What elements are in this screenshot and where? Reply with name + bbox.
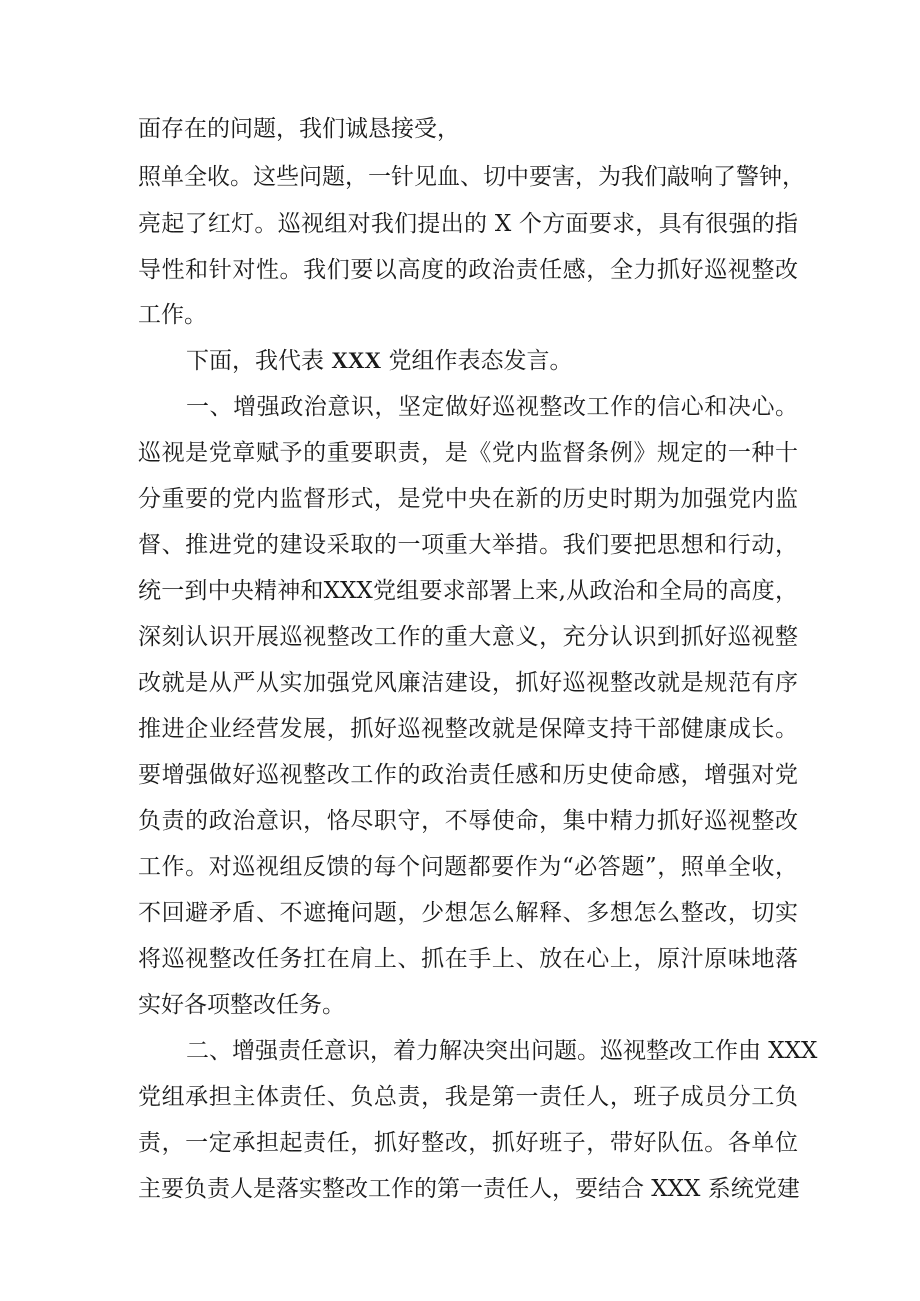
statement-line — [186, 341, 798, 381]
text-line: 负责的政治意识，恪尽职守，不辱使命，集中精力抓好巡视整改 — [138, 808, 798, 834]
text-line: 导性和针对性。我们要以高度的政治责任感，全力抓好巡视整改 — [138, 257, 798, 283]
section-heading-2: 二、增强责任意识，着力解决突出问题。巡视整改工作由 XXX — [186, 1038, 818, 1064]
text-line: 党组承担主体责任、负总责，我是第一责任人，班子成员分工负 — [138, 1084, 798, 1110]
statement-suffix: 党组作表态发言。 — [381, 348, 573, 374]
text-line: 要增强做好巡视整改工作的政治责任感和历史使命感，增强对党 — [138, 762, 798, 788]
text-line: 分重要的党内监督形式，是党中央在新的历史时期为加强党内监 — [138, 486, 798, 512]
text-line: 亮起了红灯。巡视组对我们提出的 X 个方面要求，具有很强的指 — [138, 211, 798, 237]
text-line: 实好各项整改任务。 — [138, 992, 345, 1018]
text-line: 工作。 — [138, 302, 207, 328]
text-line: 改就是从严从实加强党风廉洁建设，抓好巡视整改就是规范有序 — [138, 670, 798, 696]
statement-prefix: 下面，我代表 — [186, 348, 332, 374]
text-line: 责，一定承担起责任，抓好整改，抓好班子，带好队伍。各单位 — [138, 1130, 798, 1156]
text-line: 照单全收。这些问题，一针见血、切中要害，为我们敲响了警钟， — [138, 164, 805, 190]
text-line: 推进企业经营发展，抓好巡视整改就是保障支持干部健康成长。 — [138, 716, 798, 742]
text-line: 不回避矛盾、不遮掩问题，少想怎么解释、多想怎么整改，切实 — [138, 900, 798, 926]
text-line: 面存在的问题，我们诚恳接受， — [138, 116, 460, 142]
statement-org: XXX — [331, 348, 382, 373]
text-line: 巡视是党章赋予的重要职责，是《党内监督条例》规定的一种十 — [138, 440, 798, 466]
text-line: 督、推进党的建设采取的一项重大举措。我们要把思想和行动， — [138, 532, 798, 558]
text-line: 统一到中央精神和XXX党组要求部署上来,从政治和全局的高度， — [138, 578, 798, 604]
section-heading-1: 一、增强政治意识，坚定做好巡视整改工作的信心和决心。 — [186, 394, 798, 420]
text-line: 将巡视整改任务扛在肩上、抓在手上、放在心上，原汁原味地落 — [138, 946, 798, 972]
text-line: 深刻认识开展巡视整改工作的重大意义，充分认识到抓好巡视整 — [138, 624, 798, 650]
text-line: 主要负责人是落实整改工作的第一责任人，要结合 XXX 系统党建 — [138, 1176, 800, 1202]
text-line: 工作。对巡视组反馈的每个问题都要作为“必答题”，照单全收， — [138, 854, 798, 880]
